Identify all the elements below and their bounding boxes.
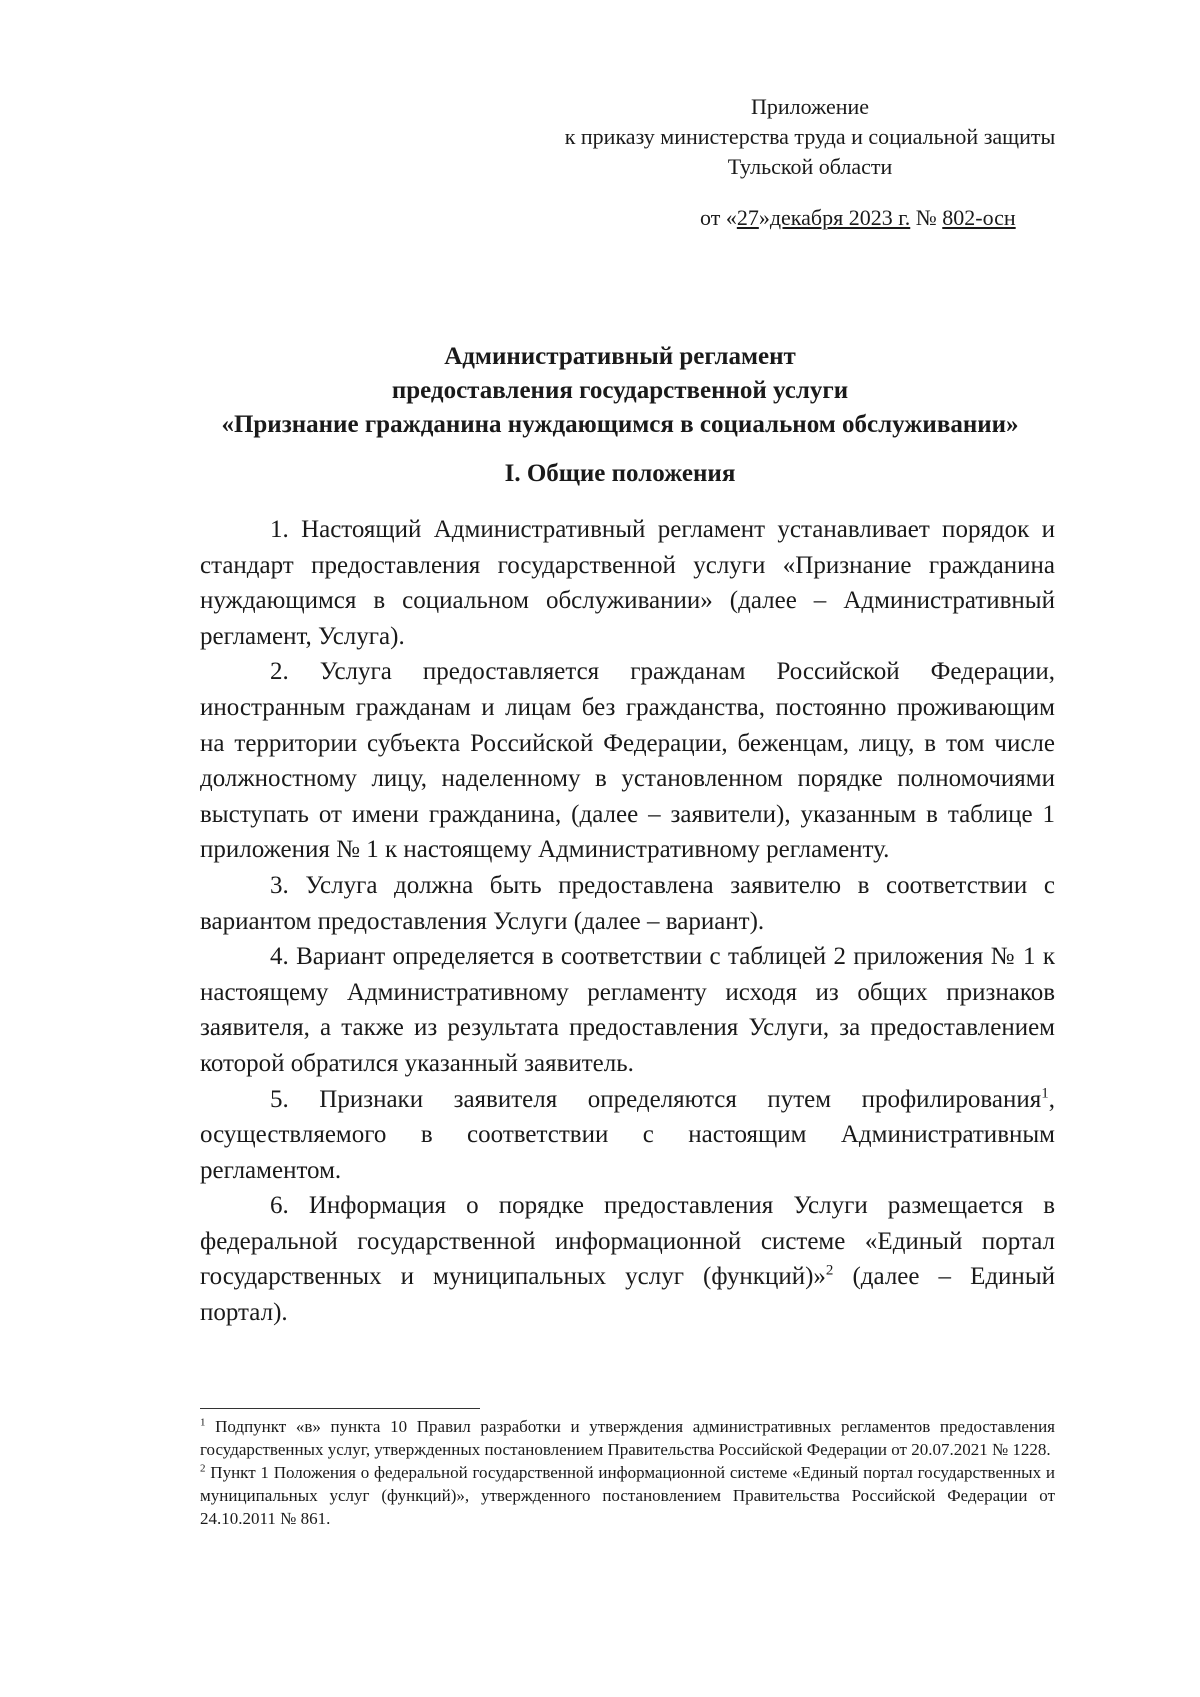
- paragraph-2: 2. Услуга предоставляется гражданам Российской Федерации, иностранным гражданам и лицам без гражданства, постоянно проживающим на территории субъекта Российской Федерации, беженцам, лицу, в том числе должностному лицу, наделенному в установленном порядке полномочиями выступать от имени гражданина, (далее – заявители), указанным в таблице 1 приложения № 1 к настоящему Административному регламенту.: [200, 658, 1055, 864]
- appendix-header: [560, 92, 1120, 182]
- paragraph-5-rest: , осуществляемого в соответствии с настоящим Административным регламентом.: [200, 1085, 1055, 1184]
- document-body: [200, 512, 1055, 1331]
- order-prefix: от «: [700, 205, 737, 230]
- order-day: 27: [736, 205, 759, 230]
- title-line-2: предоставления государственной услуги: [391, 377, 849, 404]
- order-number-label: №: [910, 205, 943, 230]
- footnote-ref-1: 1: [1041, 1085, 1049, 1102]
- footnote-divider: [200, 1408, 480, 1409]
- appendix-region: Тульской области: [727, 154, 893, 179]
- footnote-text-1: Подпункт «в» пункта 10 Правил разработки и утверждения административных регламентов предоставления государственных услуг, утвержденных постановлением Правительства Российской Федерации от 20.07.2021 № 1228.: [200, 1417, 1055, 1459]
- paragraph-3: 3. Услуга должна быть предоставлена заявителю в соответствии с вариантом предоставления Услуги (далее – вариант).: [200, 871, 1055, 935]
- order-number: 802-осн: [942, 205, 1016, 230]
- footnotes: [200, 1415, 1055, 1530]
- paragraph-4: 4. Вариант определяется в соответствии с таблицей 2 приложения № 1 к настоящему Административному регламенту исходя из общих признаков заявителя, а также из результата предоставления Услуги, за предоставлением которой обратился указанный заявитель.: [200, 943, 1055, 1077]
- order-date-number: [700, 205, 1016, 231]
- title-line-3: «Признание гражданина нуждающимся в социальном обслуживании»: [221, 411, 1019, 438]
- footnote-mark-2: 2: [200, 1462, 206, 1475]
- section-heading: I. Общие положения: [504, 460, 736, 487]
- footnote-text-2: Пункт 1 Положения о федеральной государственной информационной системе «Единый портал государственных и муниципальных услуг (функций)», утвержденного постановлением Правительства Российской Федерации от 24.10.2011 № 861.: [200, 1463, 1055, 1528]
- footnote-mark-1: 1: [200, 1416, 206, 1429]
- order-date: декабря 2023 г.: [769, 205, 911, 230]
- paragraph-6-text: 6. Информация о порядке предоставления Услуги размещается в федеральной государственной информационной системе «Единый портал государственных и муниципальных услуг (функций)»: [200, 1192, 1055, 1291]
- document-title: [200, 340, 1040, 442]
- paragraph-1: 1. Настоящий Административный регламент устанавливает порядок и стандарт предоставления государственной услуги «Признание гражданина нуждающимся в социальном обслуживании» (далее – Административный регламент, Услуга).: [200, 516, 1055, 650]
- paragraph-5: [200, 1082, 1055, 1189]
- footnote-1: [200, 1415, 1055, 1461]
- footnote-ref-2: 2: [825, 1263, 834, 1280]
- paragraph-6: [200, 1188, 1055, 1330]
- order-mid: »: [758, 205, 770, 230]
- paragraph-5-text: 5. Признаки заявителя определяются путем профилирования: [270, 1085, 1042, 1113]
- appendix-label: Приложение: [750, 94, 870, 119]
- appendix-order-reference: к приказу министерства труда и социальной защиты: [564, 124, 1056, 149]
- paragraph-6-rest: (далее – Единый портал).: [200, 1263, 1055, 1327]
- footnote-2: [200, 1461, 1055, 1530]
- title-line-1: Административный регламент: [444, 343, 796, 370]
